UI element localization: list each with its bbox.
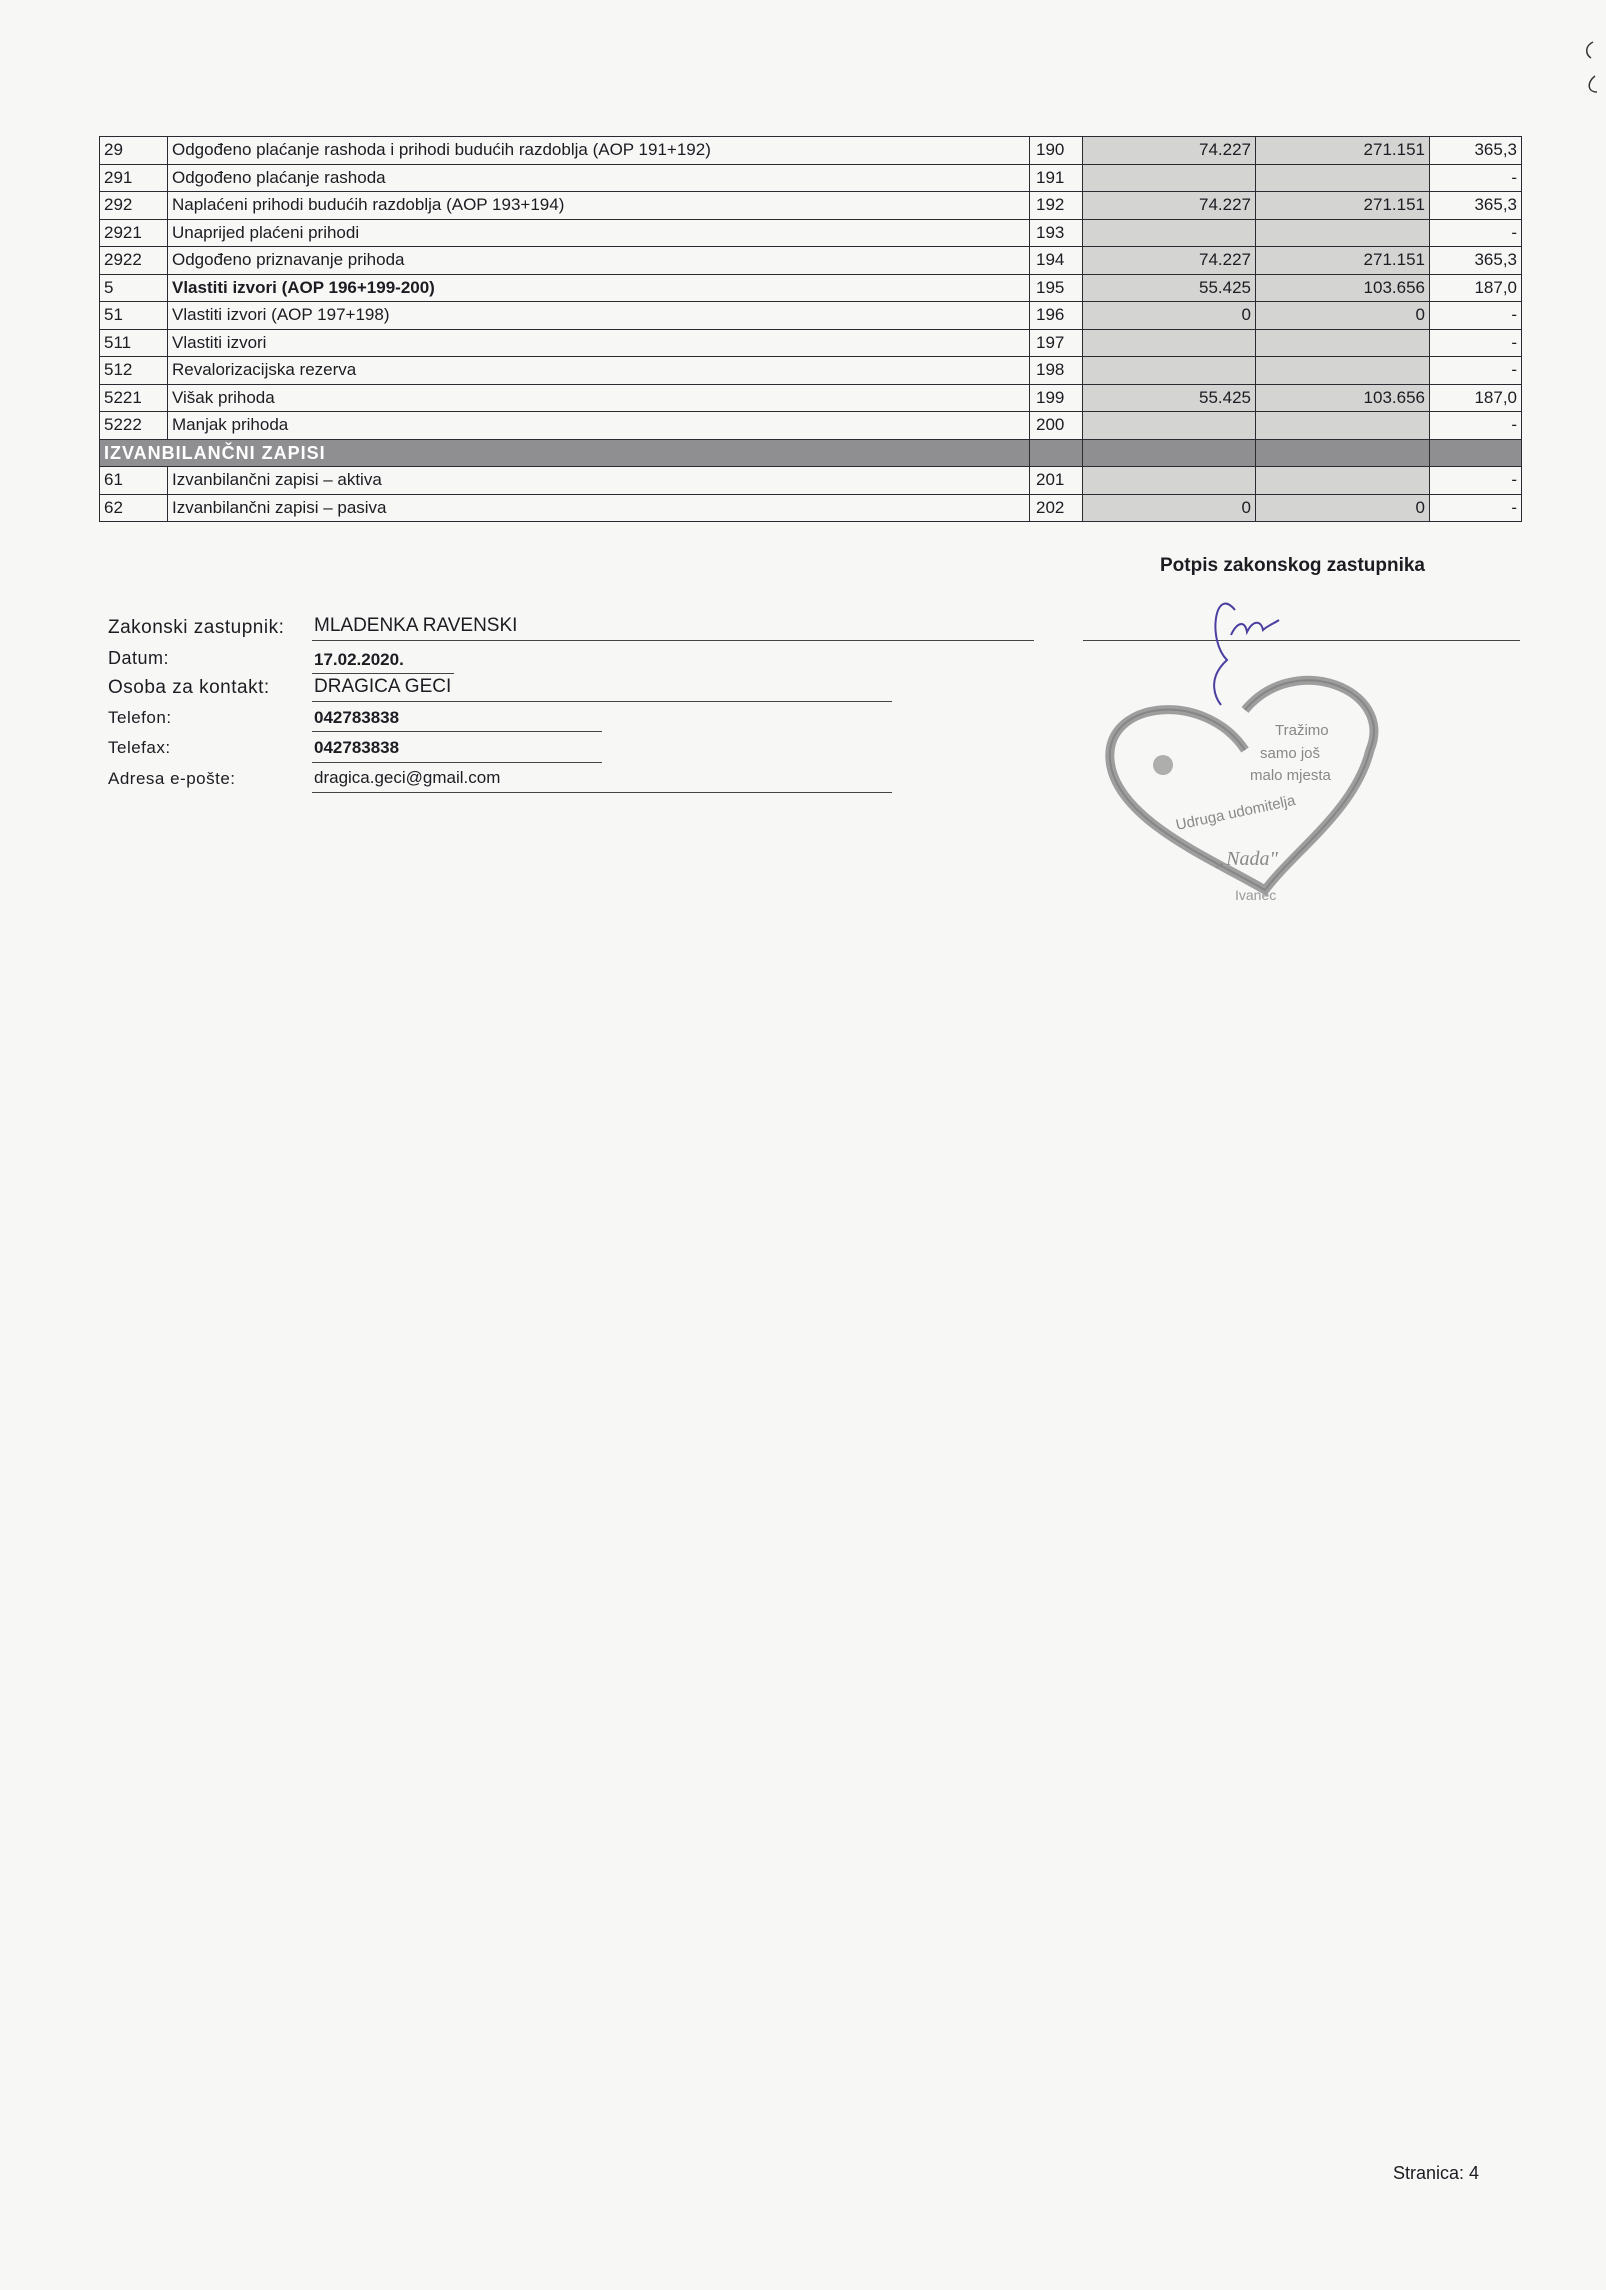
cell-account-name: Vlastiti izvori (AOP 196+199-200): [168, 274, 1030, 302]
cell-previous-year: 0: [1083, 302, 1256, 330]
cell-previous-year: [1083, 329, 1256, 357]
cell-aop: 194: [1030, 247, 1083, 275]
cell-previous-year: 74.227: [1083, 192, 1256, 220]
table-row: [100, 192, 1522, 220]
cell-account-code: 292: [100, 192, 168, 220]
cell-account-name: Manjak prihoda: [168, 412, 1030, 440]
cell-previous-year: [1083, 219, 1256, 247]
cell-aop: 202: [1030, 494, 1083, 522]
table-row: [100, 467, 1522, 495]
section-filler-cell: [1083, 439, 1256, 467]
table-row: [100, 164, 1522, 192]
cell-account-code: 5221: [100, 384, 168, 412]
contact-label: Osoba za kontakt:: [108, 677, 270, 698]
cell-current-year: 0: [1256, 494, 1430, 522]
cell-current-year: 103.656: [1256, 384, 1430, 412]
stamp-line-4: Udruga udomitelja: [1174, 791, 1297, 834]
legal-rep-value: MLADENKA RAVENSKI: [314, 615, 518, 636]
table-row: [100, 412, 1522, 440]
table-row: [100, 137, 1522, 165]
cell-account-name: Vlastiti izvori (AOP 197+198): [168, 302, 1030, 330]
cell-current-year: [1256, 164, 1430, 192]
phone-label: Telefon:: [108, 708, 172, 727]
table-row: [100, 274, 1522, 302]
cell-account-code: 51: [100, 302, 168, 330]
cell-account-name: Izvanbilančni zapisi – aktiva: [168, 467, 1030, 495]
cell-previous-year: 74.227: [1083, 247, 1256, 275]
cell-current-year: 271.151: [1256, 247, 1430, 275]
date-line: [312, 673, 454, 674]
table-row: [100, 357, 1522, 385]
section-header-row: [100, 439, 1522, 467]
cell-account-code: 2922: [100, 247, 168, 275]
email-label: Adresa e-pošte:: [108, 769, 236, 788]
cell-index: 365,3: [1430, 137, 1522, 165]
cell-previous-year: 0: [1083, 494, 1256, 522]
email-line: [312, 792, 892, 793]
section-filler-cell: [1030, 439, 1083, 467]
cell-account-name: Revalorizacijska rezerva: [168, 357, 1030, 385]
cell-account-code: 2921: [100, 219, 168, 247]
cell-current-year: [1256, 219, 1430, 247]
email-value: dragica.geci@gmail.com: [314, 768, 501, 787]
stamp-line-3: malo mjesta: [1250, 767, 1331, 784]
cell-previous-year: [1083, 412, 1256, 440]
cell-account-code: 5: [100, 274, 168, 302]
cell-aop: 193: [1030, 219, 1083, 247]
legal-rep-line: [312, 640, 1034, 641]
fax-line: [312, 762, 602, 763]
section-title: IZVANBILANČNI ZAPISI: [100, 439, 1030, 467]
table-row: [100, 329, 1522, 357]
stamp-line-2: samo još: [1260, 745, 1321, 762]
cell-account-name: Vlastiti izvori: [168, 329, 1030, 357]
cell-aop: 190: [1030, 137, 1083, 165]
date-value: 17.02.2020.: [314, 650, 404, 669]
cell-index: -: [1430, 164, 1522, 192]
cell-index: -: [1430, 494, 1522, 522]
cell-current-year: [1256, 412, 1430, 440]
cell-aop: 199: [1030, 384, 1083, 412]
cell-account-name: Izvanbilančni zapisi – pasiva: [168, 494, 1030, 522]
section-filler-cell: [1430, 439, 1522, 467]
cell-previous-year: 55.425: [1083, 384, 1256, 412]
cell-current-year: [1256, 329, 1430, 357]
legal-rep-label: Zakonski zastupnik:: [108, 617, 285, 638]
cell-previous-year: [1083, 164, 1256, 192]
balance-table: [99, 136, 1522, 522]
cell-account-name: Naplaćeni prihodi budućih razdoblja (AOP 193+194): [168, 192, 1030, 220]
table-row: [100, 247, 1522, 275]
phone-value: 042783838: [314, 708, 400, 727]
stamp-line-1: Tražimo: [1275, 722, 1329, 739]
section-filler-cell: [1256, 439, 1430, 467]
cell-index: 187,0: [1430, 384, 1522, 412]
phone-line: [312, 731, 602, 732]
fax-label: Telefax:: [108, 738, 171, 757]
cell-index: 365,3: [1430, 247, 1522, 275]
cell-account-code: 29: [100, 137, 168, 165]
cell-aop: 198: [1030, 357, 1083, 385]
cell-previous-year: 55.425: [1083, 274, 1256, 302]
cell-current-year: 0: [1256, 302, 1430, 330]
contact-line: [312, 701, 892, 702]
cell-account-code: 61: [100, 467, 168, 495]
cell-current-year: [1256, 467, 1430, 495]
cell-previous-year: [1083, 467, 1256, 495]
cell-account-name: Višak prihoda: [168, 384, 1030, 412]
cell-index: -: [1430, 219, 1522, 247]
fax-value: 042783838: [314, 738, 400, 757]
cell-aop: 192: [1030, 192, 1083, 220]
cell-index: -: [1430, 357, 1522, 385]
date-label: Datum:: [108, 648, 170, 668]
stamp-line-6: Ivanec: [1235, 887, 1277, 903]
table-row: [100, 219, 1522, 247]
cell-aop: 191: [1030, 164, 1083, 192]
cell-previous-year: [1083, 357, 1256, 385]
cell-index: 365,3: [1430, 192, 1522, 220]
stamp-line-5: „Nada": [1215, 848, 1278, 870]
cell-current-year: 103.656: [1256, 274, 1430, 302]
cell-account-code: 291: [100, 164, 168, 192]
table-row: [100, 302, 1522, 330]
cell-account-code: 62: [100, 494, 168, 522]
cell-index: -: [1430, 412, 1522, 440]
cell-account-code: 511: [100, 329, 168, 357]
cell-previous-year: 74.227: [1083, 137, 1256, 165]
organization-stamp: [1095, 580, 1395, 950]
cell-current-year: 271.151: [1256, 192, 1430, 220]
cell-index: -: [1430, 302, 1522, 330]
cell-index: -: [1430, 329, 1522, 357]
cell-account-name: Unaprijed plaćeni prihodi: [168, 219, 1030, 247]
cell-aop: 196: [1030, 302, 1083, 330]
cell-index: 187,0: [1430, 274, 1522, 302]
cell-account-name: Odgođeno priznavanje prihoda: [168, 247, 1030, 275]
cell-index: -: [1430, 467, 1522, 495]
cell-account-name: Odgođeno plaćanje rashoda i prihodi budućih razdoblja (AOP 191+192): [168, 137, 1030, 165]
cell-account-name: Odgođeno plaćanje rashoda: [168, 164, 1030, 192]
cell-aop: 201: [1030, 467, 1083, 495]
cell-current-year: [1256, 357, 1430, 385]
cell-account-code: 512: [100, 357, 168, 385]
cell-aop: 200: [1030, 412, 1083, 440]
table-row: [100, 384, 1522, 412]
cell-account-code: 5222: [100, 412, 168, 440]
page-number: Stranica: 4: [1393, 2163, 1480, 2183]
cell-current-year: 271.151: [1256, 137, 1430, 165]
table-row: [100, 494, 1522, 522]
contact-value: DRAGICA GECI: [314, 676, 452, 697]
signature-label: Potpis zakonskog zastupnika: [1160, 555, 1425, 576]
cell-aop: 197: [1030, 329, 1083, 357]
cell-aop: 195: [1030, 274, 1083, 302]
margin-scribble: [1575, 30, 1605, 110]
